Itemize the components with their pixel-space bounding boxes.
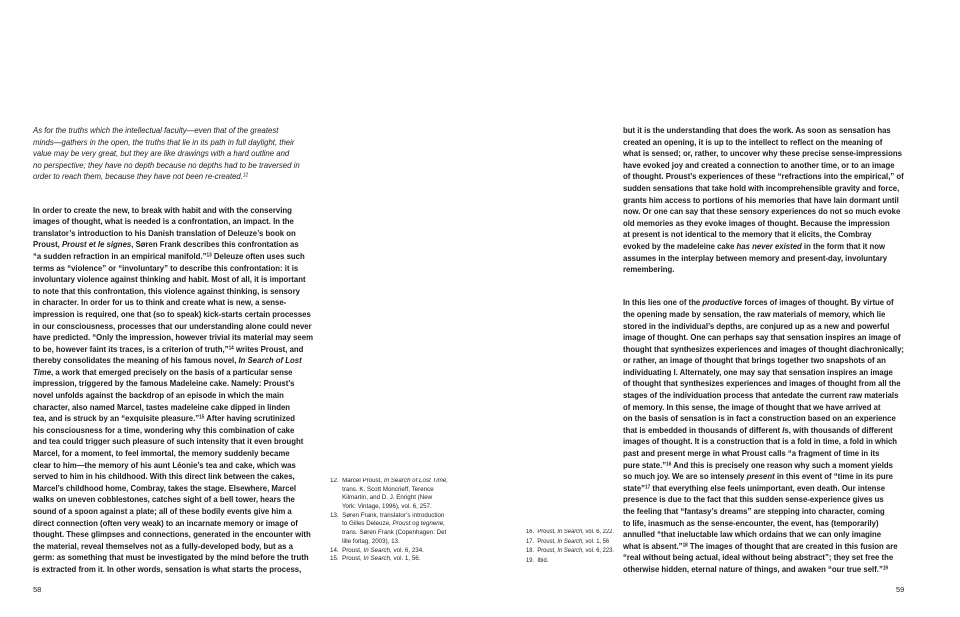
block-quote [33,125,313,183]
text-segment: , a work that emerged precisely on the basis of a particular sense [51,366,293,377]
text-segment: lille forlag, 2003), 13. [330,538,400,545]
text-line [33,263,313,275]
left-body-text [33,125,313,597]
text-segment: at present is not identical to the memory that it elicits, the Combray [623,229,872,240]
text-line [623,195,904,207]
text-line [33,367,313,379]
right-body-text [623,125,904,597]
text-segment: in our consciousness, processes that our understanding alone could never [33,320,312,331]
text-segment: on the basis of sensation is in fact a construction based on an experience [623,413,896,424]
text-segment: In order to create the new, to break with habit and with the conserving [33,204,292,215]
text-segment: to note that this confrontation, this violence against thinking, is sensory [33,285,300,296]
text-segment: that everything else feels unimportant, even death. Our intense [650,482,886,493]
text-line [33,297,313,309]
text-line [33,137,313,149]
text-segment: what is sensed; or, rather, to uncover why these precise sense-impressions [623,148,902,159]
text-line [33,160,313,172]
text-line [623,518,904,530]
text-line [33,471,313,483]
text-segment: and tea could trigger such pleasure of such intensity that it even brought [33,436,304,447]
text-line [623,413,904,425]
footnote-ref: 18 [682,542,688,549]
text-segment: Deleuze often uses such [211,250,305,261]
text-line [33,332,313,344]
text-line [33,529,313,541]
text-line [623,332,904,344]
text-segment: of thought. Proust’s experiences of these “refractions into the empirical,” of [623,171,904,182]
text-segment: his consciousness for a time, wondering why this combination of cake [33,424,295,435]
text-line [623,253,904,265]
text-segment: remembering. [623,264,675,275]
page-number-right: 59 [896,585,905,594]
text-segment: direct connection (often very weak) to an incarnate memory or image of [33,517,298,528]
text-line [623,355,904,367]
text-line [623,321,904,333]
text-segment: clear to him—the memory of his aunt Léonie’s tea and cake, which was [33,459,296,470]
text-line [623,529,904,541]
text-segment: is extracted from it. In other words, sensation is what starts the process, [33,563,302,574]
text-line [623,241,904,253]
text-segment: 17. Proust, [526,538,558,545]
text-segment: sound of a spoon against a plate; all of these bodily events give him a [33,506,292,516]
text-segment: images of thought. It is a construction that is a fold in time, a fold in which [623,436,898,447]
text-line [623,425,904,437]
text-segment: what is absent.” [623,540,683,551]
text-segment: In this lies one of the [623,297,703,308]
text-line [526,538,614,548]
text-line [526,547,614,557]
text-segment: And this is precisely one reason why such a moment yields [671,459,893,470]
text-segment: walks on uneven cobblestones, catches sight of a bell tower, hears the [33,494,295,505]
text-line [526,557,614,567]
text-line [623,206,904,218]
text-line [623,229,904,241]
body-paragraph [623,125,904,276]
text-segment: vol. 1, 56 [583,538,610,545]
text-segment: forces of images of thought. By virtue of [742,297,894,308]
text-line [33,355,313,367]
text-line [33,402,313,414]
text-segment: old memories as they evoke images of thought. Because the impression [623,217,890,228]
text-line [330,520,448,529]
text-line [330,538,448,547]
text-line [33,494,313,506]
text-segment: 14. Proust, [330,547,364,554]
footnote-ref: 17 [645,484,651,491]
text-line [33,148,313,160]
text-segment: tea, and is struck by an “exquisite pleasure.” [33,413,200,424]
text-line [33,552,313,564]
text-segment: vol. 6, 223. [583,548,614,555]
body-paragraph [33,205,313,576]
text-line [33,171,313,183]
text-segment: to life, inasmuch as the sense-encounter, the event, has (temporarily) [623,517,879,528]
text-line [623,471,904,483]
text-segment: images of thought, what is needed is a confrontation, an impact. In the [33,216,294,227]
text-line [623,125,904,137]
text-segment: to be, however faint its traces, is a criterion of truth,” [33,343,229,354]
text-line [623,494,904,506]
text-segment: pure state.” [623,459,667,470]
text-segment: impression is required, one that (so to speak) kick-starts certain processes [33,308,311,319]
text-segment: “a sudden refraction in an empirical manifold.” [33,250,207,261]
footnotes-left [330,477,448,564]
text-segment: past and present merge in what Proust calls “a fragment of time in its [623,448,880,459]
text-line [33,216,313,228]
text-line [33,564,313,576]
text-line [33,239,313,251]
text-segment: vol. 6, 222. [583,529,614,535]
text-segment: In Search of Lost Time, [383,478,448,484]
text-line [623,402,904,414]
footnote-ref: 14 [228,345,234,352]
text-segment: 12. Marcel Proust, [330,478,384,484]
text-line [33,413,313,425]
text-segment: the feeling that “fantasy’s dreams” are stepping into character, coming [623,506,885,516]
footnote-ref: 15 [199,414,205,421]
text-segment: in character. In order for us to think and create what is new, a sense- [33,297,287,308]
text-segment: but it is the understanding that does the work. As soon as sensation has [623,125,891,135]
text-line [33,506,313,518]
text-segment: 19. Ibid. [526,558,549,565]
text-segment: In Search, [557,529,584,535]
text-segment: s, with thousands of different [784,424,893,435]
text-line [33,448,313,460]
text-line [623,378,904,390]
text-segment: now. Or one can say that these sensory experiences do not so much evoke [623,206,901,217]
text-line [623,344,904,356]
text-line [33,483,313,495]
text-line [623,137,904,149]
text-line [330,555,448,564]
text-segment: of thought that synthesizes experiences and images of thought from all the [623,378,901,389]
text-segment: the material, reveal themselves not as a fully-developed body, but as a [33,540,293,551]
text-segment: assumes in the interplay between memory and present-day, involuntary [623,252,888,263]
text-line [33,344,313,356]
text-line [330,512,448,521]
text-segment: or rather, an image of thought that brings together two snapshots of an [623,355,886,366]
text-segment: minds—gathers in the open, the truths that lie in its path in full daylight, their [33,136,295,147]
text-segment: that is embedded in thousands of different [623,424,783,435]
text-segment: vol. 1, 56. [391,556,421,563]
text-line [526,528,614,538]
text-segment: thought that synthesizes experiences and images of thought diachronically; [623,343,904,354]
text-line [623,171,904,183]
text-line [623,460,904,472]
text-line [623,160,904,172]
page-number-left: 58 [33,585,42,594]
text-segment: In Search, [557,548,584,555]
text-line [330,486,448,495]
text-line [33,425,313,437]
text-line [623,483,904,495]
text-segment: Proust et le signes [61,239,132,250]
text-segment: annulled “that ineluctable law which ordains that we can only imagine [623,529,882,540]
text-line [623,218,904,230]
text-line [33,251,313,263]
text-line [623,448,904,460]
text-line [33,518,313,530]
text-segment: 13. Søren Frank, translator’s introduction [330,512,445,519]
text-line [623,309,904,321]
text-line [33,321,313,333]
text-segment: I [782,424,785,435]
text-line [330,547,448,556]
text-segment: Marcel’s childhood home, Combray, takes the stage. Elsewhere, Marcel [33,482,297,493]
text-line [623,564,904,576]
text-segment: image of thought. One can perhaps say that sensation inspires an image of [623,332,901,343]
text-segment: have evoked joy and created a connection to another time, or to an image [623,159,895,170]
text-line [33,309,313,321]
text-line [33,228,313,240]
text-segment: grants him access to portions of his memories that have lain dormant until [623,194,899,205]
text-segment: created an opening, it is up to the intellect to reflect on the meaning of [623,136,883,147]
text-segment: “real without being actual, ideal without being abstract”; they set free the [623,552,894,563]
text-line [330,529,448,538]
footnote-ref: 16 [666,461,672,468]
text-segment: In Search, [363,547,392,554]
text-segment: sudden sensations that take hold with incomprehensible gravity and force, [623,182,900,193]
text-line [33,125,313,137]
text-segment: present [746,471,775,482]
text-segment: has never existed [736,240,802,251]
text-line [623,552,904,564]
footnote-ref: 19 [882,565,889,572]
text-segment: impression, triggered by the famous Madeleine cake. Namely: Proust’s [33,378,295,389]
text-line [623,506,904,518]
text-line [33,460,313,472]
text-segment: in the form that it now [801,240,886,251]
text-segment: stages of the individuation process that antedate the current raw materials [623,390,899,401]
text-segment: individuating I. Alternately, one may say that sensation inspires an image [623,366,893,377]
text-segment: After having scrutinized [204,413,295,424]
text-segment: germ: as something that must be investigated by the mind before the truth [33,552,309,563]
text-segment: to Gilles Deleuze, [330,521,393,528]
text-segment: 18. Proust, [526,548,558,555]
text-segment: novel unfolds against the backdrop of an episode in which the main [33,390,284,401]
text-segment: Kilmartin, and D. J. Enright (New [330,495,433,502]
text-segment: In Search, [557,538,584,545]
text-line [623,183,904,195]
text-line [330,494,448,503]
text-segment: state” [623,482,646,493]
text-segment: trans. Søren Frank (Copenhagen: Det [330,530,447,537]
text-line [623,541,904,553]
text-line [623,148,904,160]
text-segment: the opening made by sensation, the raw materials of memory, which lie [623,308,886,319]
footnote-ref: 12 [242,173,249,180]
text-segment: have predicted. “Only the impression, however trivial its material may seem [33,332,313,343]
text-segment: Proust, [33,239,62,250]
text-segment: value may be very great, but they are like drawings with a hard outline and [33,148,290,159]
text-line [623,297,904,309]
text-line [33,205,313,217]
text-line [623,264,904,276]
text-line [33,286,313,298]
text-line [33,390,313,402]
text-line [623,367,904,379]
text-segment: 16. Proust, [526,529,558,535]
text-segment: order to reach them, because they have not been re-created. [33,171,243,182]
text-segment: writes Proust, and [233,343,304,354]
text-segment: Proust og tegnene, [392,521,445,528]
text-segment: York: Vintage, 1996), vol. 6, 257. [330,504,432,511]
text-segment: stored in the individual’s depths, are conjured up as a new and powerful [623,320,890,331]
text-segment: 15. Proust, [330,556,364,563]
text-segment: productive [702,297,743,308]
text-segment: , Søren Frank describes this confrontation as [131,239,299,250]
text-line [33,378,313,390]
text-segment: involuntary violence against thinking and habit. Most of all, it is important [33,274,306,285]
text-segment: no perspective; they have no depth because no depths had to be traversed in [33,159,300,170]
body-paragraph [623,297,904,575]
text-line [33,274,313,286]
text-segment: presence is due to the fact that this sudden sense-experience gives us [623,494,884,505]
footnote-ref: 13 [206,252,212,259]
text-segment: terms as “violence” or “involuntary” to describe this confrontation: it is [33,262,299,273]
text-segment: trans. K. Scott Moncrieff, Terence [330,486,434,493]
text-segment: otherwise hidden, eternal nature of things, and awaken “our true self.” [623,563,883,574]
text-line [330,503,448,512]
text-segment: thereby consolidates the meaning of his famous novel, [33,355,239,366]
text-segment: As for the truths which the intellectual faculty—even that of the greatest [33,125,279,135]
text-segment: The images of thought that are created in this fusion are [687,540,898,551]
text-segment: Time [33,366,52,377]
text-segment: served to him in his childhood. With this direct link between the cakes, [33,471,295,482]
text-line [623,390,904,402]
text-line [33,436,313,448]
text-segment: in this event of “time in its pure [774,471,893,482]
text-segment: evoked by the madeleine cake [623,240,737,251]
text-line [330,477,448,486]
text-segment: so much joy. We are so intensely [623,471,747,482]
text-segment: thought. These glimpses and connections, generated in the encounter with [33,529,311,540]
text-line [623,436,904,448]
text-segment: Marcel, for a moment, to feel immortal, the memory suddenly became [33,448,290,459]
text-segment: character, also named Marcel, tastes madeleine cake dipped in linden [33,401,291,412]
text-segment: In Search of Lost [238,355,302,366]
text-segment: In Search, [363,556,392,563]
text-line [33,541,313,553]
footnotes-right [526,528,614,567]
text-segment: translator’s introduction to his Danish translation of Deleuze’s book on [33,227,296,238]
text-segment: vol. 6, 234. [391,547,424,554]
text-segment: of memory. In this sense, the image of thought that we have arrived at [623,401,881,412]
